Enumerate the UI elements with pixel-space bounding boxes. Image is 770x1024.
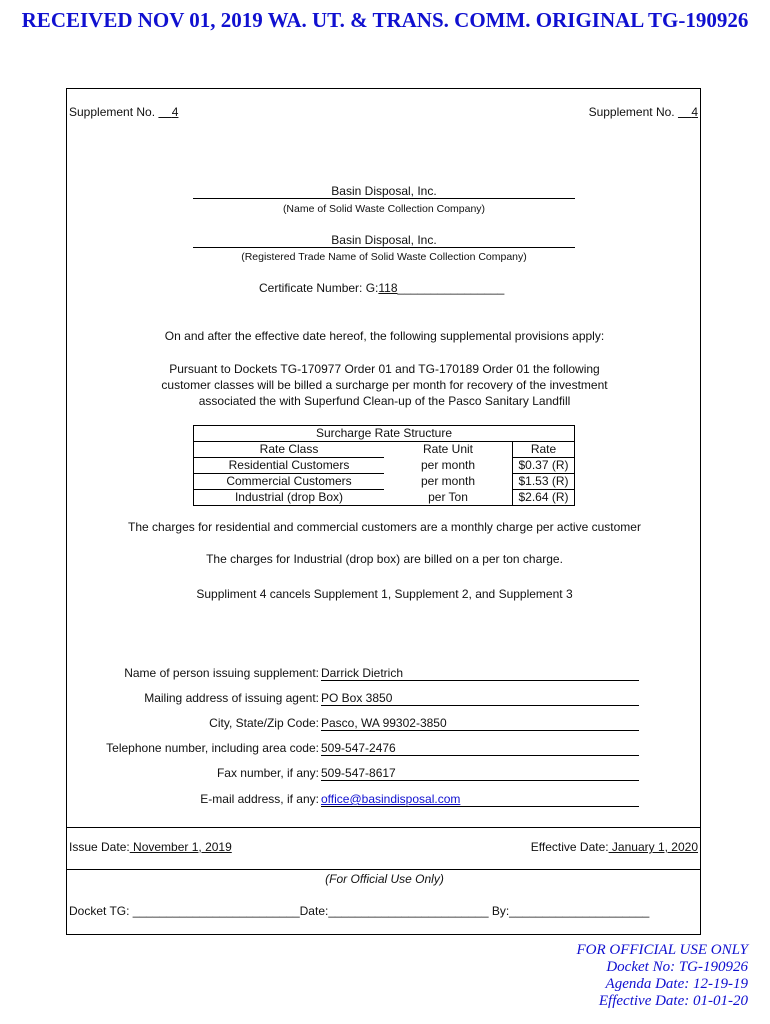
official-use-caption: (For Official Use Only) [325, 872, 444, 886]
note-monthly-charge: The charges for residential and commercial customers are a monthly charge per active customer [128, 520, 641, 534]
mailing-address-value: PO Box 3850 [321, 691, 639, 706]
telephone-label: Telephone number, including area code: [106, 741, 319, 755]
supplement-label: Supplement No. [69, 105, 156, 119]
note-industrial-charge: The charges for Industrial (drop box) are billed on a per ton charge. [206, 552, 563, 566]
table-header-row: Rate Class Rate Unit Rate [194, 442, 575, 458]
trade-name: Basin Disposal, Inc. [193, 233, 575, 248]
effective-date: Effective Date: January 1, 2020 [530, 840, 698, 854]
email-value [321, 792, 639, 807]
note-cancels: Suppliment 4 cancels Supplement 1, Supplement 2, and Supplement 3 [196, 587, 573, 601]
docket-line: Docket TG: _________________________Date:________________________ By:_____________________ [69, 904, 650, 918]
supplement-number: 4 [171, 105, 179, 119]
email-link[interactable]: office@basindisposal.com [321, 792, 461, 806]
table-title: Surcharge Rate Structure [315, 426, 453, 440]
issuer-name-value: Darrick Dietrich [321, 666, 639, 681]
telephone-value: 509-547-2476 [321, 741, 639, 756]
company-name: Basin Disposal, Inc. [193, 184, 575, 199]
received-stamp: RECEIVED NOV 01, 2019 WA. UT. & TRANS. COMM. ORIGINAL TG-190926 [21, 8, 749, 32]
issuer-name-label: Name of person issuing supplement: [124, 666, 319, 680]
company-name-caption: (Name of Solid Waste Collection Company) [282, 203, 486, 215]
certificate-number: Certificate Number: G:118________________ [259, 281, 505, 295]
pursuant-paragraph: Pursuant to Dockets TG-170977 Order 01 and TG-170189 Order 01 the following customer classes will be billed a surcharge per month for recovery of the investment associated the with Superfund Clean-up of the Pasco Sanitary Landfill [161, 362, 608, 408]
divider [67, 827, 700, 828]
table-row: Residential Customers per month $0.37 (R) [194, 458, 575, 474]
surcharge-table [193, 425, 575, 506]
city-state-zip-label: City, State/Zip Code: [209, 716, 319, 730]
table-row: Commercial Customers per month $1.53 (R) [194, 474, 575, 490]
supplement-label: Supplement No. [588, 105, 675, 119]
supplement-number-right [589, 105, 698, 119]
official-use-stamp: FOR OFFICIAL USE ONLY Docket No: TG-190926 Agenda Date: 12-19-19 Effective Date: 01-01-20 [576, 942, 748, 1009]
trade-name-caption: (Registered Trade Name of Solid Waste Collection Company) [241, 251, 527, 263]
supplement-form [66, 88, 701, 935]
table-row: Industrial (drop Box) per Ton $2.64 (R) [194, 490, 575, 506]
provisions-intro: On and after the effective date hereof, the following supplemental provisions apply: [164, 329, 605, 343]
mailing-address-label: Mailing address of issuing agent: [144, 691, 319, 705]
fax-value: 509-547-8617 [321, 766, 639, 781]
email-label: E-mail address, if any: [200, 792, 319, 806]
issue-date: Issue Date: November 1, 2019 [69, 840, 232, 854]
divider [67, 869, 700, 870]
supplement-number-left [69, 105, 178, 119]
city-state-zip-value: Pasco, WA 99302-3850 [321, 716, 639, 731]
supplement-number: 4 [691, 105, 698, 119]
fax-label: Fax number, if any: [216, 766, 319, 780]
